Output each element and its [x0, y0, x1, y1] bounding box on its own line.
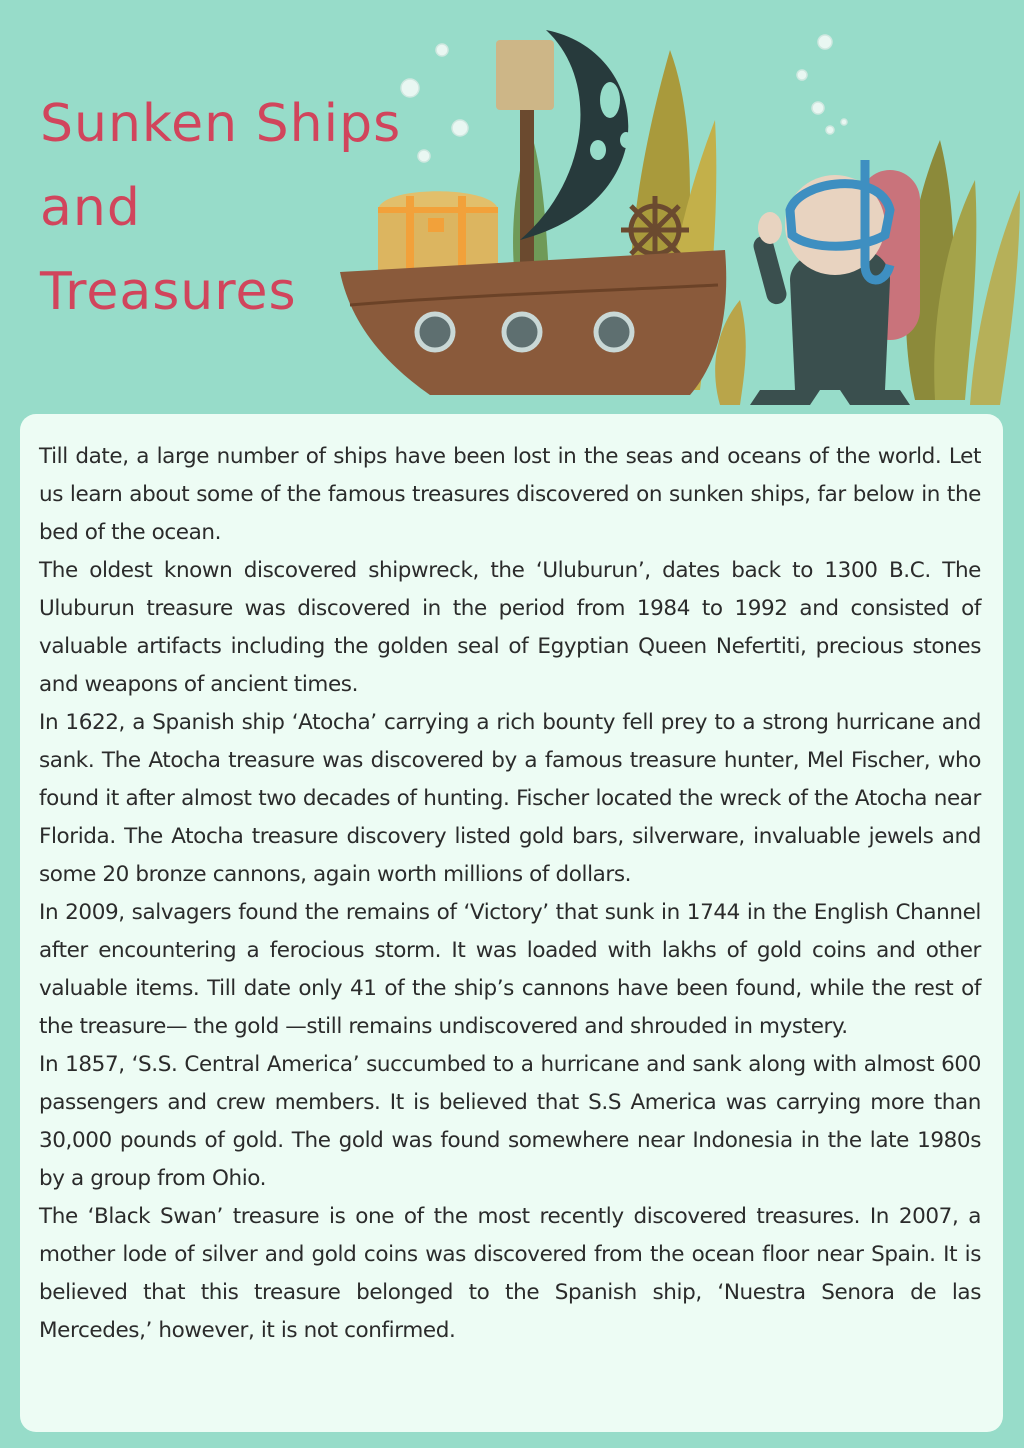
article-card	[20, 414, 1003, 1432]
title-line-1: Sunken Ships	[40, 94, 402, 154]
paragraph-central-america: In 1857, ‘S.S. Central America’ succumbed to a hurricane and sank along with almost 600 passengers and crew members. It is believed that S.S America was carrying more than 30,000 pounds of gold. The gold was found somewhere near Indonesia in the late 1980s by a group from Ohio.	[39, 1052, 981, 1191]
title-line-3: Treasures	[40, 262, 297, 322]
paragraph-uluburun: The oldest known discovered shipwreck, the ‘Uluburun’, dates back to 1300 B.C. The Uluburun treasure was discovered in the period from 1984 to 1992 and consisted of valuable artifacts including the golden seal of Egyptian Queen Nefertiti, precious stones and weapons of ancient times.	[39, 558, 981, 697]
paragraph-intro: Till date, a large number of ships have been lost in the seas and oceans of the world. Let us learn about some of the famous treasures discovered on sunken ships, far below in the bed of the ocean.	[39, 444, 981, 545]
shipwreck-illustration	[320, 10, 1024, 415]
title-line-2: and	[40, 178, 141, 238]
paragraph-black-swan: The ‘Black Swan’ treasure is one of the most recently discovered treasures. In 2007, a mother lode of silver and gold coins was discovered from the ocean floor near Spain. It is believed that this treasure belonged to the Spanish ship, ‘Nuestra Senora de las Mercedes,’ however, it is not confirmed.	[39, 1204, 981, 1343]
diver-icon	[750, 160, 920, 405]
shipwreck-icon	[340, 250, 726, 395]
treasure-chest-icon	[378, 191, 498, 276]
paragraph-atocha: In 1622, a Spanish ship ‘Atocha’ carrying a rich bounty fell prey to a strong hurricane and sank. The Atocha treasure was discovered by a famous treasure hunter, Mel Fischer, who found it after almost two decades of hunting. Fischer located the wreck of the Atocha near Florida. The Atocha treasure discovery listed gold bars, silverware, invaluable jewels and some 20 bronze cannons, again worth millions of dollars.	[39, 710, 981, 887]
paragraph-victory: In 2009, salvagers found the remains of ‘Victory’ that sunk in 1744 in the English Channel after encountering a ferocious storm. It was loaded with lakhs of gold coins and other valuable items. Till date only 41 of the ship’s cannons have been found, while the rest of the treasure— the gold —still remains undiscovered and shrouded in mystery.	[39, 900, 981, 1039]
